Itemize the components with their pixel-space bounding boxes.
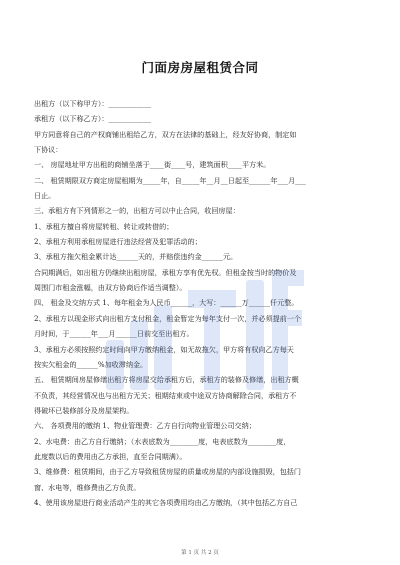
paragraph-line: 按实欠租金的______%加收滞纳金。 (34, 359, 148, 369)
paragraph-line: 窗、水电等，维修费由乙方负责。 (34, 482, 141, 492)
paragraph-line: 2、承租方利用承租房屋进行违法经营及犯罪活动的； (34, 237, 202, 247)
paragraph-line: 1、承租方擅自将房屋转租、转让或转借的； (34, 221, 174, 231)
paragraph-line: 不负责，其经营情况也与出租方无关；租期结束或中途双方协商解除合同，承租方不 (34, 390, 297, 400)
paragraph-line: 3、承租方必须按照约定时间向甲方缴纳租金，如无故拖欠，甲方将有权向乙方每天 (34, 344, 294, 354)
paragraph-line: 一、 房屋地址甲方出租的商铺坐落于____街____号，建筑面积____平方米。 (34, 160, 271, 170)
paragraph-line: 日止。 (34, 191, 56, 201)
paragraph-line: 二、 租赁期限双方商定房屋租期为_____年，自_____年__月__日起至______年___月___ (34, 175, 306, 185)
paragraph-line: 出租方（以下称甲方）：____________ (34, 99, 152, 108)
paragraph-line: 周围门市租金涨幅，由双方协商后作适当调整）。 (34, 283, 187, 293)
paragraph-line: 3、承租方拖欠租金累计达______天的，并赔偿违约金______元。 (34, 252, 238, 262)
paragraph-line: 合同期满后，如出租方仍继续出租房屋，承租方享有优先权。但租金按当时的物价及 (34, 267, 297, 277)
paragraph-line: 2、水电费：由乙方自行缴纳；（水表底数为________度，电表底数为________度， (34, 436, 291, 446)
paragraph-line: 2、承租方以现金形式向出租方支付租金，租金暂定为每年支付一次，并必须提前一个 (34, 313, 301, 323)
paragraph-line: 此度数以后的费用由乙方承担，直至合同期满）。 (34, 451, 187, 461)
paragraph-line: 4、使用该房屋进行商业活动产生的其它各项费用均由乙方缴纳，（其中包括乙方自己 (34, 497, 298, 507)
paragraph-line: 六、 各项费用的缴纳 1、物业管理费：乙方自行向物业管理公司交纳； (34, 421, 256, 431)
paragraph-line: 四、 租金及交纳方式 1、每年租金为人民币______，大写：______万______仟元整。 (34, 298, 299, 308)
paragraph-line: 承租方（以下称乙方）：____________ (34, 114, 152, 124)
document-body (34, 96, 370, 510)
page-footer: 第 1 页 共 2 页 (181, 550, 219, 556)
paragraph-line: 月时间，于______年___月______日前交至出租方。 (34, 329, 194, 339)
paragraph-line: 得破坏已装修部分及房屋架构。 (34, 405, 134, 415)
paragraph-line: 甲方同意将自己的产权商铺出租给乙方，双方在法律的基础上，经友好协商，制定如 (34, 129, 297, 139)
paragraph-line: 三、承租方有下列情形之一的，出租方可以中止合同，收回房屋： (34, 206, 240, 216)
paragraph-line: 下协议： (34, 145, 63, 155)
paragraph-line: 3、维修费：租赁期间，由于乙方导致租赁房屋的质量或房屋的内部设施损毁，包括门 (34, 467, 301, 477)
document-title: 门面房房屋租赁合同 (141, 60, 259, 75)
paragraph-line: 五、 租赁期间房屋修缮出租方将房屋交给承租方后，承租方的装修及修缮，出租方概 (34, 375, 299, 385)
